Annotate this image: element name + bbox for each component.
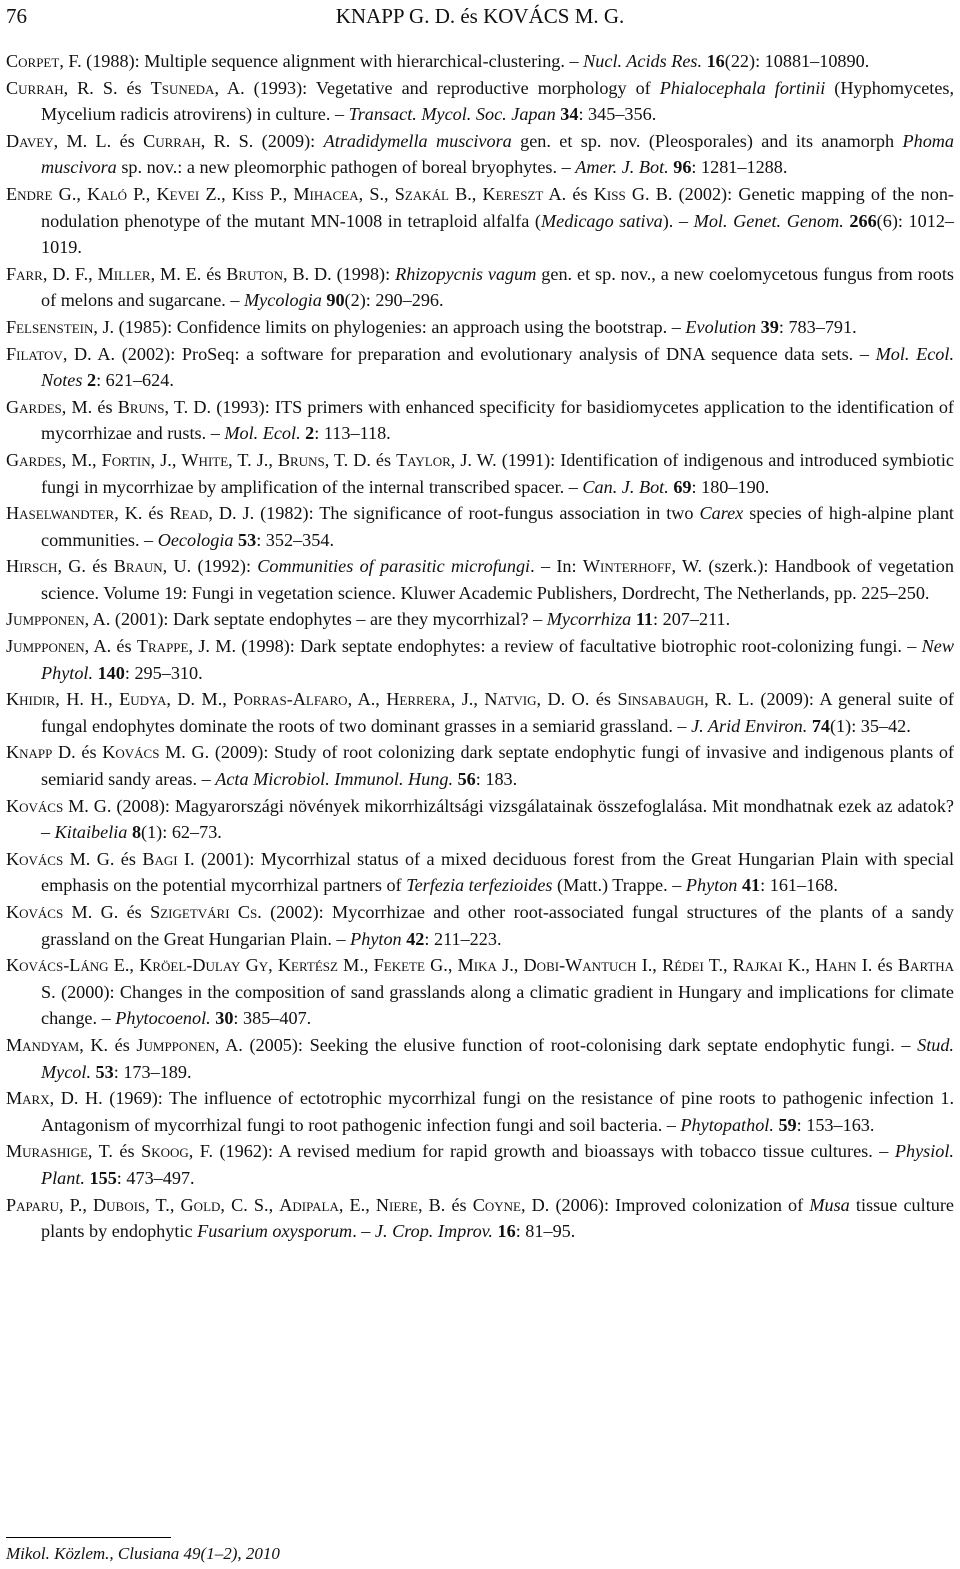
reference-text: gen. et sp. nov. (Pleosporales) and its anamorph [511, 130, 903, 151]
reference-text: I. és [856, 955, 898, 976]
reference-text: sp. nov.: a new pleomorphic pathogen of boreal bryophytes. – [116, 157, 576, 178]
reference-text: A. és [543, 183, 594, 204]
italic-text: Oecologia [157, 529, 234, 550]
italic-text: Acta Microbiol. Immunol. Hung. [215, 769, 454, 790]
author-name: Gy [245, 955, 269, 976]
reference-text: K., [782, 955, 816, 976]
reference-text: : 81–95. [515, 1221, 576, 1242]
author-name: Hahn [815, 955, 857, 976]
reference-text: : 183. [475, 769, 518, 790]
reference-entry [6, 846, 959, 899]
italic-text: Musa [809, 1194, 850, 1215]
reference-text: , M., [61, 449, 102, 470]
volume-number: 90 [326, 290, 345, 311]
reference-text: , K. és [79, 1034, 137, 1055]
author-name: Gardes [6, 396, 62, 417]
reference-text: , W. (szerk.): Handbook of vegetation science. Volume 19: Fungi in vegetation science. Kluwer Academic Publishers, Dordrecht, The Netherlands, pp. 225–250. [41, 556, 959, 603]
reference-text: : 621–624. [96, 370, 174, 391]
reference-text: G., [424, 955, 458, 976]
author-name: Fortin [101, 449, 151, 470]
author-name: Eudya [119, 689, 167, 710]
italic-text: Phialocephala fortinii [659, 77, 826, 98]
volume-number: 8 [131, 822, 142, 843]
reference-text: , M. L. és [53, 130, 144, 151]
reference-entry [6, 447, 959, 500]
reference-text: T., [703, 955, 733, 976]
reference-text: M. G. és [63, 848, 143, 869]
reference-text: B., [448, 183, 483, 204]
italic-text: Mol. Ecol. [224, 423, 301, 444]
reference-text: (22): 10881–10890. [724, 51, 870, 71]
author-name: Jumpponen [6, 636, 85, 657]
author-name: Murashige [6, 1141, 88, 1162]
reference-text: G. B. (2002): Genetic mapping of the non-nodulation phenotype of the mutant MN-1008 in tetraploid alfalfa ( [41, 183, 954, 231]
volume-number: 39 [760, 316, 779, 337]
reference-text: M., [337, 955, 374, 976]
volume-number: 16 [497, 1221, 516, 1242]
footer-citation: Mikol. Közlem., Clusiana 49(1–2), 2010 [6, 1544, 280, 1563]
author-name: Braun [113, 556, 163, 577]
author-name: Felsenstein [6, 316, 94, 337]
volume-number: 42 [406, 928, 425, 949]
author-name: Szakál [394, 183, 449, 204]
reference-text: ). – [662, 210, 694, 231]
reference-text: . – [352, 1221, 375, 1242]
reference-text: , R. S. (2009): [200, 130, 324, 151]
author-name: Trappe [136, 636, 189, 657]
author-name: Bagi [142, 848, 178, 869]
reference-text: , D. J. (1982): The significance of root-fungus association in two [208, 503, 700, 524]
reference-text: (6): 1012–1019. [41, 210, 955, 258]
author-name: Filatov [6, 343, 63, 364]
reference-entry [6, 633, 959, 686]
volume-number: 34 [560, 104, 579, 125]
author-name: Kovács [6, 902, 64, 922]
running-title: KNAPP G. D. és KOVÁCS M. G. [335, 4, 625, 28]
reference-text: I., [636, 955, 663, 976]
reference-entry [6, 1032, 959, 1085]
reference-entry [6, 181, 954, 261]
reference-text: , A. és [84, 636, 137, 657]
italic-text: Mycorrhiza [546, 609, 632, 630]
reference-entry [6, 48, 954, 75]
italic-text: Phytocoenol. [115, 1008, 211, 1029]
reference-text: , A., [347, 689, 387, 710]
reference-text: (Hyphomycetes, Mycelium radicis atrovirens) in culture. – [41, 77, 959, 125]
reference-entry [6, 606, 954, 633]
volume-number: 96 [673, 157, 692, 178]
reference-text: : 113–118. [314, 423, 391, 444]
reference-text: , A. (2001): Dark septate endophytes – are they mycorrhizal? – [84, 609, 547, 630]
reference-entry [6, 899, 959, 952]
reference-entry [6, 952, 959, 1032]
reference-text: (2): 290–296. [344, 290, 444, 311]
reference-text: , A. (1993): Vegetative and reproductive morphology of [214, 77, 660, 98]
author-name: Read [169, 503, 209, 524]
reference-text: S. (2000): Changes in the composition of sand grasslands along a climatic gradient in Hungary and implications for climate change. – [41, 955, 959, 1029]
volume-number: 74 [811, 715, 830, 736]
author-name: Niere [375, 1194, 418, 1215]
reference-text: . (2002): Mycorrhizae and other root-associated fungal structures of the plants of a sandy grassland on the Great Hungarian Plain. – [41, 902, 959, 949]
reference-text: , E., [338, 1194, 376, 1215]
author-name: Kröel-Dulay [139, 955, 241, 976]
reference-text: . – In: [530, 556, 583, 577]
reference-text: , R. L. (2009): A general suite of fungal endophytes dominate the roots of two dominant grasses in a semiarid grassland. – [41, 689, 959, 736]
author-name: Khidir [6, 689, 56, 710]
reference-text: , T. D. (1993): ITS primers with enhanced specificity for basidiomycetes application to the identification of mycorrhizae and rusts. – [41, 396, 959, 444]
author-name: Cs [237, 902, 258, 922]
italic-text: Stud. Mycol. [41, 1034, 959, 1082]
italic-text: Mol. Ecol. Notes [41, 343, 959, 391]
reference-text: , T. J., [228, 449, 278, 470]
reference-text: J., [496, 955, 524, 976]
author-name: Mandyam [6, 1034, 80, 1055]
reference-text: , H. H., [55, 689, 120, 710]
author-name: Marx [6, 1088, 50, 1109]
author-name: Corpet [6, 51, 60, 71]
reference-text: , D. M., [166, 689, 234, 710]
italic-text: J. Arid Environ. [691, 715, 808, 736]
author-name: Dubois [93, 1194, 146, 1215]
author-name: Coyne [472, 1194, 521, 1215]
reference-text: , C. S., [220, 1194, 280, 1215]
italic-text: Atradidymella muscivora [323, 130, 512, 151]
reference-list [6, 48, 959, 1245]
author-name: Skoog [141, 1141, 189, 1162]
reference-text: P., [126, 183, 157, 204]
author-name: Hirsch [6, 556, 58, 577]
reference-text: , D. O. és [536, 689, 618, 710]
author-name: Dobi-Wantuch [523, 955, 637, 976]
volume-number: 155 [89, 1167, 117, 1188]
reference-text: , T., [145, 1194, 181, 1215]
reference-entry [6, 341, 959, 394]
reference-text: : 1281–1288. [691, 157, 788, 178]
author-name: Herrera [386, 689, 451, 710]
reference-entry [6, 686, 959, 739]
italic-text: Phytopathol. [680, 1114, 774, 1135]
author-name: Farr [6, 263, 43, 284]
reference-text: : 173–189. [113, 1061, 192, 1082]
author-name: Szigetvári [150, 902, 230, 922]
reference-text: P., [263, 183, 294, 204]
reference-entry [6, 394, 959, 447]
author-name: Mika [457, 955, 497, 976]
author-name: Miller [97, 263, 151, 284]
author-name: Rédei [662, 955, 704, 976]
volume-number: 41 [741, 875, 761, 896]
author-name: Davey [6, 130, 54, 151]
reference-text: , B. D. (1998): [282, 263, 396, 284]
reference-text: , T. D. és [324, 449, 397, 470]
italic-text: New Phytol. [41, 636, 959, 683]
reference-text: , F. (1988): Multiple sequence alignment with hierarchical-clustering. – [59, 51, 584, 71]
reference-text: M. G. (2008): Magyarországi növények mikorrhizáltsági vizsgálatainak összefoglalása. Mit mondhatnak ezek az adatok? – [41, 795, 959, 843]
author-name: Bruns [117, 396, 165, 417]
reference-text: , [268, 955, 278, 976]
reference-text: , D. A. (2002): ProSeq: a software for preparation and evolutionary analysis of DNA sequence data sets. – [62, 343, 876, 364]
italic-text: Evolution [685, 316, 757, 337]
reference-text [230, 902, 238, 922]
volume-number: 69 [673, 476, 692, 497]
author-name: Kovács [6, 848, 64, 869]
reference-text: , M. és [61, 396, 118, 417]
author-name: Adipala [279, 1194, 339, 1215]
italic-text: Communities of parasitic microfungi [257, 556, 531, 577]
author-name: Gold [180, 1194, 221, 1215]
author-name: Kevei [156, 183, 200, 204]
reference-text: , M. E. és [150, 263, 227, 284]
reference-text: : 385–407. [233, 1008, 312, 1029]
author-name: Gardes [6, 449, 62, 470]
author-name: Endre [6, 183, 53, 204]
reference-text: , U. (1992): [162, 556, 258, 577]
reference-text: : 473–497. [116, 1167, 195, 1188]
italic-text: Medicago sativa [540, 210, 663, 231]
author-name: Bruns [277, 449, 325, 470]
reference-text: , R. S. és [63, 77, 151, 98]
italic-text: Nucl. Acids Res. [583, 51, 703, 71]
author-name: Jumpponen [6, 609, 85, 630]
volume-number: 140 [97, 662, 125, 683]
page-header [6, 2, 954, 32]
reference-text: M. G. (2009): Study of root colonizing dark septate endophytic fungi of invasive and indigenous plants of semiarid sandy areas. – [41, 742, 959, 790]
reference-entry [6, 553, 959, 606]
volume-number: 59 [778, 1114, 797, 1135]
reference-text: , J., [450, 689, 485, 710]
reference-text: , P., [59, 1194, 94, 1215]
reference-text: , D. (2006): Improved colonization of [520, 1194, 810, 1215]
reference-entry [6, 1138, 959, 1191]
reference-text: , J. M. (1998): Dark septate endophytes: a review of facultative biotrophic root-colonizing fungi. – [188, 636, 922, 657]
reference-text: M. G. és [63, 902, 151, 922]
author-name: Fekete [373, 955, 425, 976]
author-name: Currah [143, 130, 201, 151]
reference-text: G., [52, 183, 88, 204]
author-name: Rajkai [732, 955, 783, 976]
reference-text: I. (2001): Mycorrhizal status of a mixed deciduous forest from the Great Hungarian Plain with special emphasis on the potential mycorrhizal partners of [41, 848, 959, 896]
italic-text: Phyton [350, 928, 402, 949]
volume-number: 30 [215, 1008, 234, 1029]
reference-text: : 180–190. [691, 476, 770, 497]
author-name: Currah [6, 77, 64, 98]
volume-number: 2 [86, 370, 97, 391]
reference-text: , D. F., [42, 263, 98, 284]
italic-text: Physiol. Plant. [41, 1141, 959, 1188]
reference-entry [6, 1192, 959, 1245]
reference-text: tissue culture plants by endophytic [41, 1194, 959, 1242]
reference-entry [6, 739, 959, 792]
italic-text: Phoma muscivora [41, 130, 959, 178]
author-name: Natvig [484, 689, 537, 710]
volume-number: 56 [457, 769, 476, 790]
italic-text: Kitaibelia [54, 822, 128, 843]
italic-text: Mycologia [244, 290, 322, 311]
reference-text: , S., [358, 183, 395, 204]
italic-text: Mol. Genet. Genom. [693, 210, 844, 231]
italic-text: Fusarium oxysporum [197, 1221, 353, 1242]
italic-text: Amer. J. Bot. [575, 157, 669, 178]
reference-entry [6, 1085, 958, 1138]
reference-entry [6, 793, 959, 846]
author-name: Kertész [277, 955, 338, 976]
reference-text: (Matt.) Trappe. – [552, 875, 686, 896]
reference-text: : 345–356. [578, 104, 657, 125]
author-name: Sinsabaugh [617, 689, 705, 710]
italic-text: J. Crop. Improv. [374, 1221, 493, 1242]
italic-text: Phyton [685, 875, 738, 896]
italic-text: Can. J. Bot. [582, 476, 669, 497]
author-name: Porras-Alfaro [233, 689, 348, 710]
reference-text: , D. H. (1969): The influence of ectotrophic mycorrhizal fungi on the resistance of pine roots to pathogenic infection 1. Antagonism of mycorrhizal fungi to root pathogenic infection fungi and soil bacteria. – [41, 1088, 958, 1135]
author-name: Paparu [6, 1194, 59, 1215]
reference-text: , A. (2005): Seeking the elusive function of root-colonising dark septate endophytic fungi. – [215, 1034, 918, 1055]
author-name: Kovács [6, 795, 64, 816]
author-name: Kovács [102, 742, 160, 763]
reference-text: : 352–354. [256, 529, 335, 550]
reference-text: : 211–223. [424, 928, 502, 949]
reference-text: E., [108, 955, 140, 976]
reference-text: Z., [199, 183, 232, 204]
reference-text: : 207–211. [653, 609, 731, 630]
author-name: White [181, 449, 229, 470]
reference-entry [6, 75, 959, 128]
author-name: Winterhoff [582, 556, 672, 577]
reference-text: , J., [150, 449, 182, 470]
reference-text: , G. és [57, 556, 114, 577]
author-name: Tsuneda [150, 77, 215, 98]
reference-text: species of high-alpine plant communities. – [41, 503, 959, 550]
italic-text: Carex [699, 503, 744, 524]
author-name: Kiss [593, 183, 626, 204]
reference-text: , F. (1962): A revised medium for rapid growth and bioassays with tobacco tissue cultures. – [188, 1141, 895, 1162]
volume-number: 53 [95, 1061, 114, 1082]
author-name: Haselwandter [6, 503, 115, 524]
reference-text: : 783–791. [778, 316, 857, 337]
author-name: Bruton [226, 263, 283, 284]
author-name: Kaló [87, 183, 127, 204]
italic-text: Rhizopycnis vagum [395, 263, 537, 284]
page-number: 76 [6, 4, 27, 28]
reference-text: : 153–163. [796, 1114, 875, 1135]
author-name: Knapp [6, 742, 53, 763]
reference-text: , J. (1985): Confidence limits on phylogenies: an approach using the bootstrap. – [93, 316, 686, 337]
reference-entry [6, 500, 959, 553]
author-name: Taylor [396, 449, 451, 470]
author-name: Bartha [897, 955, 955, 976]
reference-text: , B. és [417, 1194, 473, 1215]
italic-text: Terfezia terfezioides [406, 875, 553, 896]
reference-text: : 295–310. [124, 662, 203, 683]
volume-number: 11 [635, 609, 653, 630]
reference-text: (1): 62–73. [141, 822, 222, 843]
author-name: Mihacea [293, 183, 359, 204]
reference-text: (1): 35–42. [830, 715, 911, 736]
reference-text: , T. és [87, 1141, 142, 1162]
reference-text: , K. és [114, 503, 170, 524]
reference-text: , J. W. (1991): Identification of indigenous and introduced symbiotic fungi in mycorrhizae by amplification of the internal transcribed spacer. – [41, 449, 959, 497]
author-name: Kiss [231, 183, 264, 204]
volume-number: 16 [706, 51, 725, 71]
author-name: Jumpponen [136, 1034, 216, 1055]
volume-number: 53 [238, 529, 257, 550]
reference-text: gen. et sp. nov., a new coelomycetous fungus from roots of melons and sugarcane. – [41, 263, 959, 311]
reference-entry [6, 261, 959, 314]
volume-number: 2 [305, 423, 315, 444]
author-name: Kovács-Láng [6, 955, 109, 976]
reference-entry [6, 314, 954, 341]
footer-divider [6, 1537, 171, 1538]
reference-text: : 161–168. [760, 875, 838, 896]
volume-number: 266 [849, 210, 877, 231]
author-name: Kereszt [482, 183, 544, 204]
reference-text: D. és [52, 742, 103, 763]
reference-entry [6, 128, 959, 181]
italic-text: Transact. Mycol. Soc. Japan [348, 104, 556, 125]
